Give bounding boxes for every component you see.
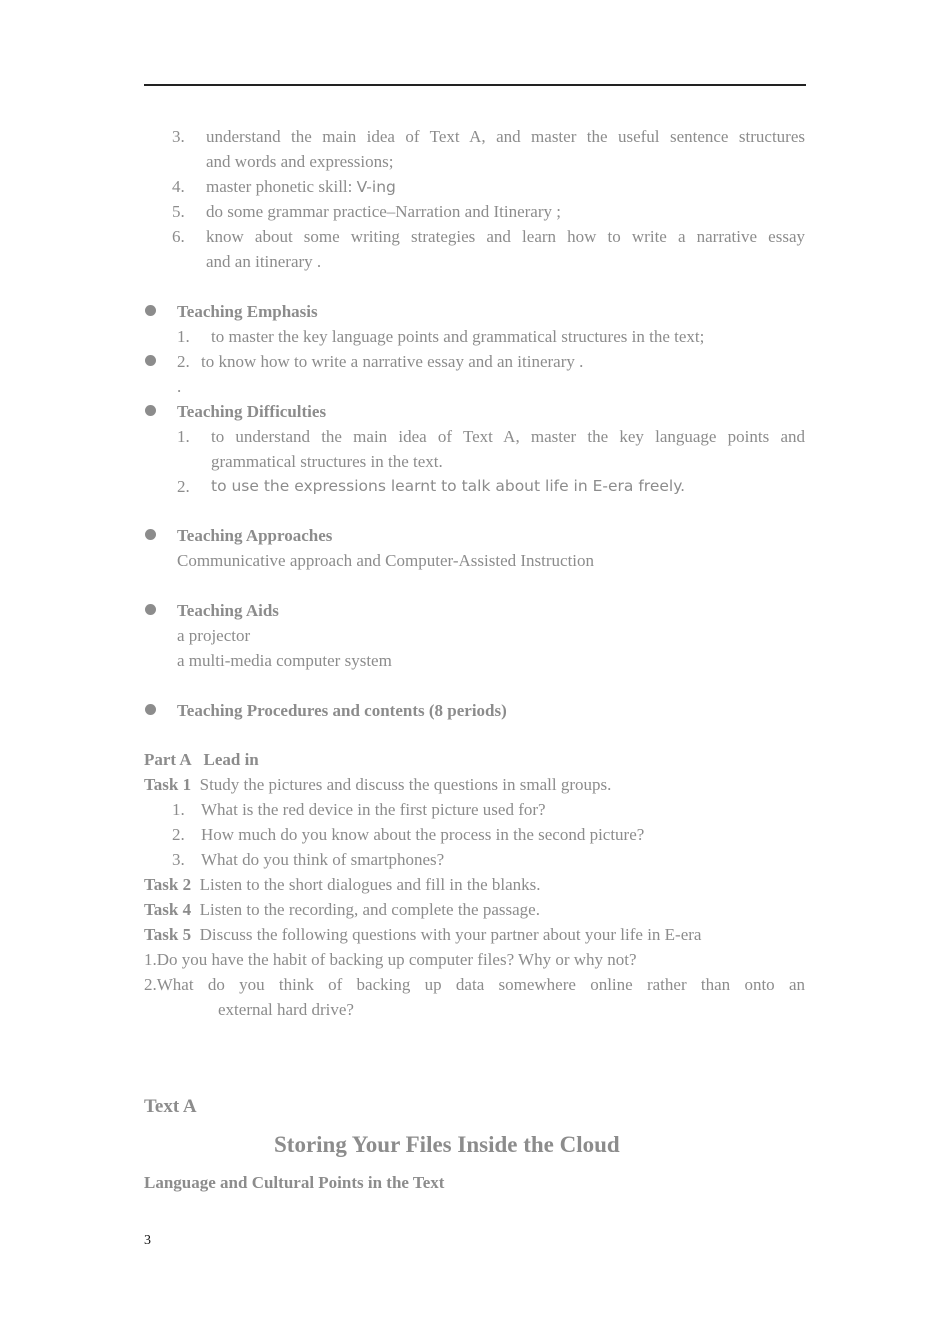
difficulties-item1-number: 1.: [177, 427, 190, 446]
emphasis-item1-text: to master the key language points and grammatical structures in the text;: [211, 327, 705, 346]
approaches-text: Communicative approach and Computer-Assisted Instruction: [177, 551, 595, 570]
objective-3-line1: understand the main idea of Text A, and master the useful sentence structures: [206, 127, 805, 146]
aids-item2: a multi-media computer system: [177, 651, 392, 670]
bullet-emphasis-item2: [145, 355, 156, 366]
discussion-q2-line2: external hard drive?: [218, 1000, 354, 1019]
task1-text: Study the pictures and discuss the questions in small groups.: [199, 775, 612, 794]
task1-label: Task 1: [144, 775, 192, 794]
difficulties-item2-text: to use the expressions learnt to talk about life in E-era freely.: [211, 477, 686, 495]
page-number: 3: [144, 1233, 151, 1248]
task4-text: Listen to the recording, and complete the passage.: [199, 900, 540, 919]
question-2-number: 2.: [172, 825, 185, 844]
question-1-text: What is the red device in the first picture used for?: [201, 800, 546, 819]
objective-6-number: 6.: [172, 227, 185, 246]
emphasis-item1-number: 1.: [177, 327, 190, 346]
bullet-procedures: [145, 704, 156, 715]
task5-text: Discuss the following questions with your partner about your life in E-era: [199, 925, 702, 944]
task2-text: Listen to the short dialogues and fill in the blanks.: [199, 875, 541, 894]
task5-line: [144, 922, 701, 947]
textA-title: Storing Your Files Inside the Cloud: [274, 1132, 620, 1157]
objective-4-text: [206, 174, 396, 200]
header-rule: [144, 84, 806, 86]
difficulties-item1-line2: grammatical structures in the text.: [211, 452, 443, 471]
objective-3-number: 3.: [172, 127, 185, 146]
bullet-difficulties: [145, 405, 156, 416]
emphasis-dot: .: [177, 377, 182, 396]
task4-label: Task 4: [144, 900, 192, 919]
discussion-q1: 1.Do you have the habit of backing up computer files? Why or why not?: [144, 950, 637, 969]
objective-4-text-b: V-ing: [356, 178, 396, 196]
aids-item1: a projector: [177, 626, 251, 645]
aids-heading: Teaching Aids: [177, 601, 279, 620]
emphasis-item2-text: to know how to write a narrative essay and an itinerary .: [201, 352, 584, 371]
question-3-number: 3.: [172, 850, 185, 869]
task2-line: [144, 872, 541, 897]
emphasis-item2-number: 2.: [177, 352, 190, 371]
objective-5-text: do some grammar practice–Narration and Itinerary ;: [206, 202, 561, 221]
objective-4-number: 4.: [172, 177, 185, 196]
approaches-heading: Teaching Approaches: [177, 526, 333, 545]
procedures-heading: Teaching Procedures and contents (8 periods): [177, 701, 507, 720]
question-1-number: 1.: [172, 800, 185, 819]
task4-line: [144, 897, 540, 922]
difficulties-heading: Teaching Difficulties: [177, 402, 327, 421]
bullet-emphasis: [145, 305, 156, 316]
difficulties-item1-line1: to understand the main idea of Text A, master the key language points and: [211, 427, 805, 446]
textA-subheading: Language and Cultural Points in the Text: [144, 1173, 445, 1192]
discussion-q2-line1: 2.What do you think of backing up data somewhere online rather than onto an: [144, 975, 805, 994]
objective-6-line2: and an itinerary .: [206, 252, 322, 271]
task2-label: Task 2: [144, 875, 192, 894]
question-3-text: What do you think of smartphones?: [201, 850, 445, 869]
objective-4-text-a: master phonetic skill:: [206, 177, 353, 196]
objective-6-line1: know about some writing strategies and learn how to write a narrative essay: [206, 227, 805, 246]
task5-label: Task 5: [144, 925, 192, 944]
difficulties-item2-number: 2.: [177, 477, 190, 496]
textA-label: Text A: [144, 1096, 197, 1117]
emphasis-heading: Teaching Emphasis: [177, 302, 318, 321]
objective-3-line2: and words and expressions;: [206, 152, 394, 171]
question-2-text: How much do you know about the process in the second picture?: [201, 825, 645, 844]
partA-heading: Part A Lead in: [144, 750, 259, 769]
objective-5-number: 5.: [172, 202, 185, 221]
task1-line: [144, 772, 611, 797]
bullet-aids: [145, 604, 156, 615]
bullet-approaches: [145, 529, 156, 540]
